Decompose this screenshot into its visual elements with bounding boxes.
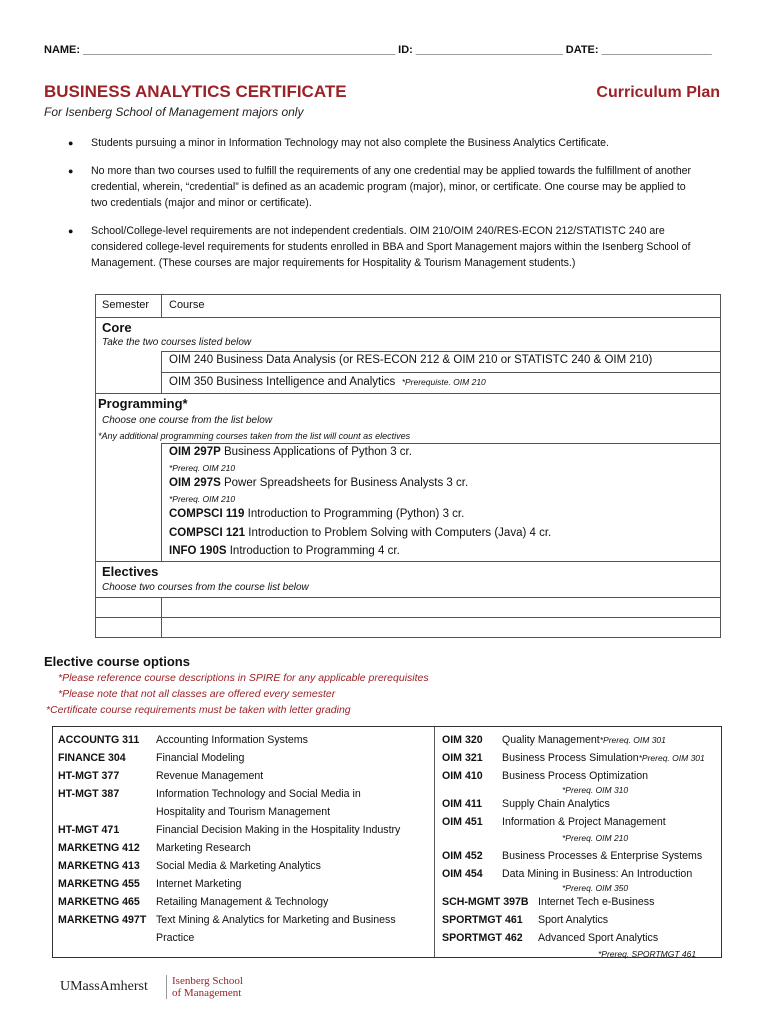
course-name: Introduction to Programming 4 cr. <box>229 545 400 557</box>
bullet-dot-icon: ● <box>68 166 74 176</box>
elective-left-row <box>58 806 330 818</box>
course-code: OIM 320 <box>442 734 483 746</box>
course-code: FINANCE 304 <box>58 752 126 764</box>
electives-note: Choose two courses from the course list below <box>102 582 309 593</box>
elective-left-row <box>58 896 328 908</box>
elective-right-row <box>442 896 654 908</box>
bullet-text: Students pursuing a minor in Information Technology may not also complete the Business Analytics Certificate. <box>91 137 609 149</box>
course-code: HT-MGT 377 <box>58 770 120 782</box>
elective-note-2: *Please note that not all classes are offered every semester <box>58 688 336 700</box>
course-name: Hospitality and Tourism Management <box>156 806 331 818</box>
page-title: BUSINESS ANALYTICS CERTIFICATE <box>44 82 347 101</box>
bullet-dot-icon: ● <box>68 138 74 148</box>
course-name: Sport Analytics <box>538 914 609 926</box>
course-name: Business Process Simulation <box>502 752 639 764</box>
prog-course-3 <box>169 508 464 520</box>
core-note: Take the two courses listed below <box>102 337 252 348</box>
course-code: MARKETNG 455 <box>58 878 140 890</box>
course-name: Introduction to Problem Solving with Computers (Java) 4 cr. <box>248 527 552 539</box>
course-code: MARKETNG 413 <box>58 860 140 872</box>
prereq-note: *Prereq. OIM 210 <box>562 833 629 843</box>
elective-right-row <box>442 850 702 862</box>
course-code: COMPSCI 121 <box>169 527 246 539</box>
elective-left-row <box>58 842 251 854</box>
course-code: HT-MGT 471 <box>58 824 120 836</box>
course-code: COMPSCI 119 <box>169 508 245 520</box>
course-name: Business Process Optimization <box>502 770 649 782</box>
prereq-note: *Prereq. OIM 210 <box>169 463 236 473</box>
course-code: OIM 411 <box>442 798 483 810</box>
elective-note-3: *Certificate course requirements must be taken with letter grading <box>46 704 351 716</box>
course-name: Accounting Information Systems <box>156 734 308 746</box>
bullet-2 <box>68 163 698 211</box>
elective-right-row <box>442 734 666 746</box>
course-name: Marketing Research <box>156 842 251 854</box>
core-title: Core <box>102 320 132 335</box>
subtitle: For Isenberg School of Management majors only <box>44 105 304 119</box>
course-text: OIM 350 Business Intelligence and Analytics <box>169 376 396 388</box>
elective-left-row <box>58 734 308 746</box>
col-course: Course <box>169 299 205 311</box>
elective-left-row <box>58 860 321 872</box>
bullet-text: No more than two courses used to fulfill the requirements of any one credential may be applied towards the fulfillment of another credential, wherein, “credential” is defined as an academic program (major), minor, or certificate. One course may be applied to two credentials (major and minor or certificate). <box>91 165 692 209</box>
elective-left-row <box>58 878 241 890</box>
course-name: Revenue Management <box>156 770 264 782</box>
elective-left-row <box>58 752 244 764</box>
curriculum-plan-label: Curriculum Plan <box>596 84 720 101</box>
prereq-note: *Prereq. OIM 350 <box>562 883 629 893</box>
course-name: Internet Tech e-Business <box>538 896 655 908</box>
course-name: Practice <box>156 932 195 944</box>
prereq-note: *Prerequiste. OIM 210 <box>401 377 486 387</box>
prereq-note: *Prereq. OIM 301 <box>599 735 666 745</box>
course-name: Financial Modeling <box>156 752 245 764</box>
elective-left-row <box>58 788 361 800</box>
course-name: Data Mining in Business: An Introduction <box>502 868 693 880</box>
course-code: SCH-MGMT 397B <box>442 896 529 908</box>
programming-note-2: *Any additional programming courses taken from the list will count as electives <box>98 431 411 441</box>
isenberg-line-1: Isenberg School <box>172 975 243 987</box>
course-name: Power Spreadsheets for Business Analysts 3 cr. <box>223 477 469 489</box>
isenberg-line-2: of Management <box>172 987 242 999</box>
course-code: OIM 297S <box>169 477 221 489</box>
bullet-dot-icon: ● <box>68 226 74 236</box>
core-course-2 <box>169 376 486 388</box>
course-code: HT-MGT 387 <box>58 788 120 800</box>
course-code: SPORTMGT 462 <box>442 932 523 944</box>
elective-left-row <box>58 770 263 782</box>
course-code: OIM 297P <box>169 446 221 458</box>
electives-title: Electives <box>102 564 159 579</box>
course-name: Information Technology and Social Media in <box>156 788 361 800</box>
col-semester: Semester <box>102 299 150 311</box>
prereq-note: *Prereq. SPORTMGT 461 <box>598 949 697 959</box>
course-name: Business Processes & Enterprise Systems <box>502 850 703 862</box>
prereq-note: *Prereq. OIM 310 <box>562 785 629 795</box>
prog-course-4 <box>169 527 551 539</box>
elective-right-row <box>442 752 705 764</box>
course-code: OIM 452 <box>442 850 483 862</box>
elective-heading: Elective course options <box>44 654 190 669</box>
prog-course-1 <box>169 446 412 458</box>
course-code: MARKETNG 465 <box>58 896 140 908</box>
isenberg-logo <box>166 975 243 999</box>
elective-right-row <box>442 770 648 782</box>
curriculum-table <box>95 294 721 638</box>
course-name: Quality Management <box>502 734 600 746</box>
course-code: SPORTMGT 461 <box>442 914 523 926</box>
course-name: Social Media & Marketing Analytics <box>156 860 321 872</box>
course-code: OIM 451 <box>442 816 483 828</box>
elective-right-row <box>442 868 692 880</box>
elective-right-row <box>442 798 610 810</box>
prereq-note: *Prereq. OIM 301 <box>638 753 705 763</box>
course-name: Text Mining & Analytics for Marketing and Business <box>156 914 396 926</box>
elective-left-row <box>58 824 400 836</box>
course-code: MARKETNG 412 <box>58 842 140 854</box>
elective-note-1: *Please reference course descriptions in SPIRE for any applicable prerequisites <box>58 672 429 684</box>
name-id-date-line: NAME: ___________________________________________________ ID: ________________________ DATE: __________________ <box>44 44 712 56</box>
bullet-3 <box>68 223 698 271</box>
bullet-text: School/College-level requirements are not independent credentials. OIM 210/OIM 240/RES-ECON 212/STATISTC 240 are considered college-level requirements for students enrolled in BBA and Sport Management majors within the Isenberg School of Management. (These courses are major requirements for Hospitality & Tourism Management students.) <box>91 225 691 269</box>
elective-right-row <box>442 832 628 844</box>
course-name: Internet Marketing <box>156 878 242 890</box>
prereq-note: *Prereq. OIM 210 <box>169 494 236 504</box>
elective-right-row <box>442 882 628 894</box>
prog-course-5 <box>169 545 400 557</box>
course-name: Advanced Sport Analytics <box>538 932 659 944</box>
prog-course-2 <box>169 477 468 489</box>
programming-title: Programming* <box>98 396 188 411</box>
elective-right-row <box>442 816 666 828</box>
course-code: ACCOUNTG 311 <box>58 734 140 746</box>
course-code: OIM 410 <box>442 770 483 782</box>
elective-right-row <box>442 914 608 926</box>
course-code: MARKETNG 497T <box>58 914 147 926</box>
elective-right-row <box>442 932 658 944</box>
course-code: OIM 454 <box>442 868 483 880</box>
course-name: Supply Chain Analytics <box>502 798 610 810</box>
course-code: OIM 321 <box>442 752 483 764</box>
programming-note: Choose one course from the list below <box>102 415 273 426</box>
core-course-1: OIM 240 Business Data Analysis (or RES-ECON 212 & OIM 210 or STATISTC 240 & OIM 210) <box>169 354 653 366</box>
course-name: Introduction to Programming (Python) 3 cr. <box>247 508 465 520</box>
bullet-1 <box>68 135 698 151</box>
course-code: INFO 190S <box>169 545 227 557</box>
elective-left-row <box>58 914 396 926</box>
course-name: Business Applications of Python 3 cr. <box>223 446 412 458</box>
elective-right-row <box>442 948 696 960</box>
umass-amherst-logo: UMassAmherst <box>60 979 148 994</box>
course-name: Information & Project Management <box>502 816 666 828</box>
course-name: Financial Decision Making in the Hospitality Industry <box>156 824 401 836</box>
elective-right-row <box>442 784 628 796</box>
course-name: Retailing Management & Technology <box>156 896 329 908</box>
elective-left-row <box>58 932 194 944</box>
